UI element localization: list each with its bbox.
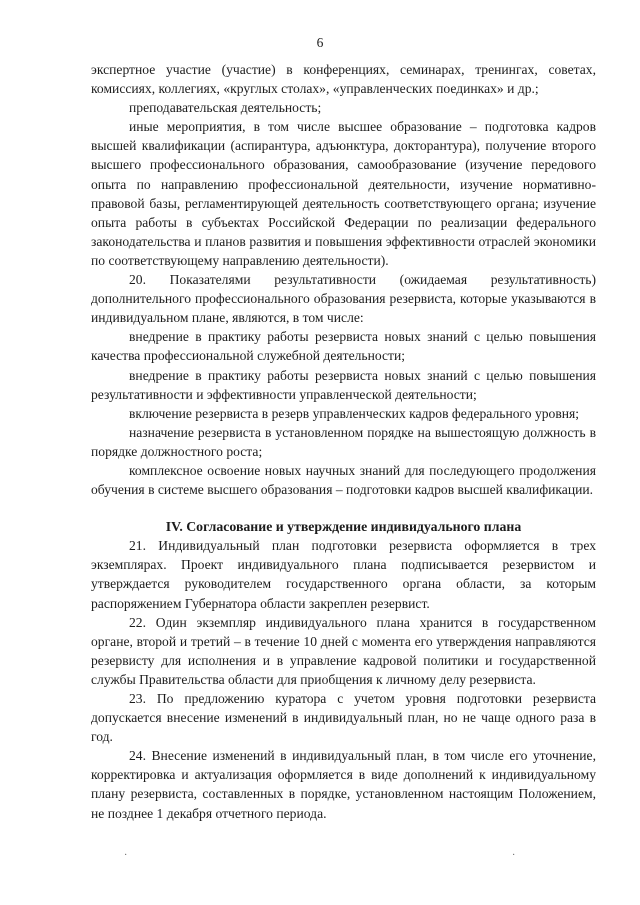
list-item: преподавательская деятельность; bbox=[129, 100, 322, 116]
list-item: внедрение в практику работы резервиста новых знаний с целью повышения результативности и эффективности управленческой деятельности; bbox=[91, 367, 596, 402]
page-number: 6 bbox=[316, 35, 324, 50]
section-heading: IV. Согласование и утверждение индивидуального плана bbox=[165, 519, 522, 535]
continuation-paragraph: экспертное участие (участие) в конференциях, семинарах, тренингах, советах, комиссиях, коллегиях, «круглых столах», «управленческих поединках» и др.; bbox=[91, 62, 596, 97]
clause-20: 20. Показателями результативности (ожидаемая результативность) дополнительного профессионального образования резервиста, которые указываются в индивидуальном плане, являются, в том числе: bbox=[91, 272, 596, 326]
document-body bbox=[91, 60, 596, 823]
clause-22: 22. Один экземпляр индивидуального плана хранится в государственном органе, второй и третий – в течение 10 дней с момента его утверждения направляются резервисту для исполнения и в управление кадровой политики и государственной службы Правительства области для приобщения к личному делу резервиста. bbox=[91, 614, 596, 687]
list-item: назначение резервиста в установленном порядке на вышестоящую должность в порядке должностного роста; bbox=[91, 424, 596, 459]
clause-24: 24. Внесение изменений в индивидуальный план, в том числе его уточнение, корректировка и актуализация оформляется в виде дополнений к индивидуальному плану резервиста, составленных в порядке, установленном настоящим Положением, не позднее 1 декабря отчетного периода. bbox=[91, 748, 596, 821]
scan-mark: · bbox=[512, 850, 516, 861]
list-item: комплексное освоение новых научных знаний для последующего продолжения обучения в системе высшего образования – подготовки кадров высшей квалификации. bbox=[91, 462, 596, 498]
list-item: внедрение в практику работы резервиста новых знаний с целью повышения качества профессиональной служебной деятельности; bbox=[91, 329, 596, 364]
scan-mark: · bbox=[124, 850, 128, 861]
clause-23: 23. По предложению куратора с учетом уровня подготовки резервиста допускается внесение изменений в индивидуальный план, но не чаще одного раза в год. bbox=[91, 691, 596, 745]
list-item: включение резервиста в резерв управленческих кадров федерального уровня; bbox=[129, 405, 580, 421]
clause-21: 21. Индивидуальный план подготовки резервиста оформляется в трех экземплярах. Проект индивидуального плана подписывается резервистом и утверждается руководителем государственного органа области, за которым распоряжением Губернатора области закреплен резервист. bbox=[91, 538, 596, 611]
list-item: иные мероприятия, в том числе высшее образование – подготовка кадров высшей квалификации (аспирантура, адъюнктура, докторантура), получение второго высшего профессионального образования, самообразование (изучение передового опыта по направлению профессиональной деятельности, изучение нормативно-правовой базы, регламентирующей деятельность соответствующего органа; изучение опыта работы в субъектах Российской Федерации по реализации федерального законодательства и планов развития и повышения эффективности отраслей экономики по соответствующему направлению деятельности). bbox=[91, 119, 596, 268]
